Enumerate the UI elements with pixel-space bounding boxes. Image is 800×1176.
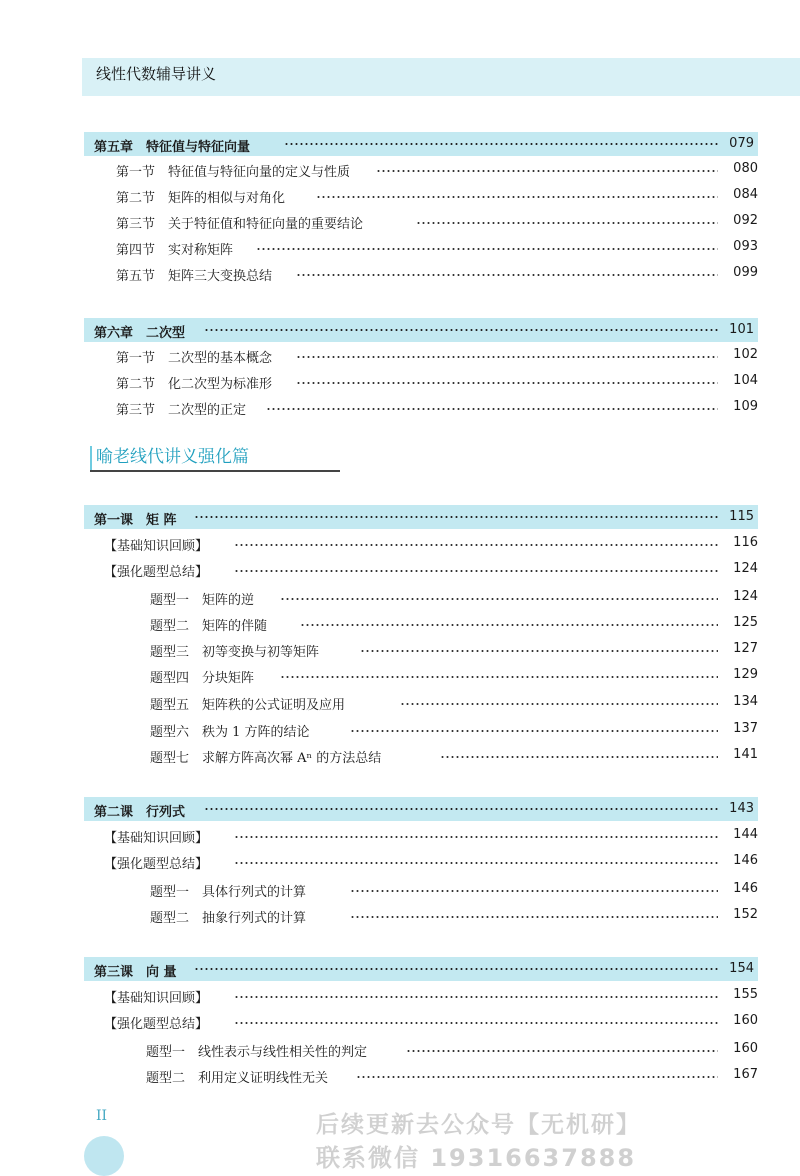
lesson-heading[interactable]: [84, 957, 758, 981]
entry-page: 167: [733, 1067, 758, 1082]
toc-entry[interactable]: [116, 236, 758, 258]
entry-label: 题型一 线性表示与线性相关性的判定: [146, 1041, 373, 1060]
leader-dots: [194, 516, 718, 518]
toc-entry[interactable]: [150, 744, 758, 766]
leader-dots: [204, 329, 718, 331]
entry-label: 【基础知识回顾】: [104, 987, 214, 1006]
entry-page: 102: [733, 347, 758, 362]
entry-label: 【基础知识回顾】: [104, 827, 214, 846]
entry-label: 第二节 矩阵的相似与对角化: [116, 187, 291, 206]
entry-label: 题型二 抽象行列式的计算: [150, 907, 312, 926]
entry-page: 146: [733, 881, 758, 896]
entry-page: 104: [733, 373, 758, 388]
entry-label: 【强化题型总结】: [104, 561, 214, 580]
entry-label: 题型七 求解方阵高次幂 Aⁿ 的方法总结: [150, 747, 387, 766]
entry-page: 137: [733, 721, 758, 736]
watermark-line-2: 联系微信 19316637888: [316, 1144, 637, 1172]
leader-dots: [350, 916, 718, 918]
book-title: 线性代数辅导讲义: [96, 65, 217, 83]
leader-dots: [360, 650, 718, 652]
leader-dots: [204, 808, 718, 810]
leader-dots: [234, 836, 718, 838]
chapter-title: 第六章 二次型: [94, 322, 189, 341]
entry-page: 092: [733, 213, 758, 228]
leader-dots: [296, 274, 718, 276]
chapter-heading[interactable]: [84, 318, 758, 342]
page-number: II: [96, 1108, 108, 1124]
leader-dots: [350, 730, 718, 732]
entry-page: 093: [733, 239, 758, 254]
leader-dots: [400, 703, 718, 705]
entry-page: 084: [733, 187, 758, 202]
section-heading: 喻老线代讲义强化篇: [96, 447, 249, 467]
entry-label: 【强化题型总结】: [104, 853, 214, 872]
watermark-line-1: 后续更新去公众号【无机研】: [316, 1112, 641, 1138]
entry-page: 152: [733, 907, 758, 922]
entry-label: 题型二 矩阵的伴随: [150, 615, 273, 634]
entry-page: 125: [733, 615, 758, 630]
leader-dots: [416, 222, 718, 224]
leader-dots: [284, 143, 718, 145]
toc-entry[interactable]: [150, 904, 758, 926]
toc-entry[interactable]: [146, 1064, 758, 1086]
entry-label: 【强化题型总结】: [104, 1013, 214, 1032]
section-accent: [90, 446, 92, 470]
leader-dots: [194, 968, 718, 970]
lesson-title: 第三课 向 量: [94, 961, 181, 980]
toc-entry[interactable]: [146, 1038, 758, 1060]
entry-page: 080: [733, 161, 758, 176]
toc-entry[interactable]: [104, 824, 758, 846]
toc-entry[interactable]: [104, 532, 758, 554]
entry-label: 第三节 关于特征值和特征向量的重要结论: [116, 213, 369, 232]
chapter-heading[interactable]: [84, 132, 758, 156]
leader-dots: [234, 862, 718, 864]
chapter-page: 101: [729, 322, 754, 337]
leader-dots: [296, 356, 718, 358]
leader-dots: [350, 890, 718, 892]
toc-entry[interactable]: [116, 262, 758, 284]
leader-dots: [234, 996, 718, 998]
lesson-title: 第一课 矩 阵: [94, 509, 181, 528]
leader-dots: [296, 382, 718, 384]
toc-entry[interactable]: [150, 718, 758, 740]
entry-page: 124: [733, 589, 758, 604]
toc-entry[interactable]: [150, 664, 758, 686]
toc-entry[interactable]: [150, 878, 758, 900]
lesson-page: 115: [729, 509, 754, 524]
leader-dots: [280, 598, 718, 600]
entry-label: 【基础知识回顾】: [104, 535, 214, 554]
leader-dots: [316, 196, 718, 198]
leader-dots: [234, 544, 718, 546]
entry-page: 099: [733, 265, 758, 280]
entry-page: 160: [733, 1013, 758, 1028]
toc-entry[interactable]: [116, 370, 758, 392]
entry-page: 127: [733, 641, 758, 656]
lesson-page: 143: [729, 801, 754, 816]
leader-dots: [440, 756, 718, 758]
entry-label: 第一节 特征值与特征向量的定义与性质: [116, 161, 356, 180]
lesson-page: 154: [729, 961, 754, 976]
chapter-page: 079: [729, 136, 754, 151]
corner-decoration: [84, 1136, 124, 1176]
leader-dots: [300, 624, 718, 626]
toc-entry[interactable]: [150, 612, 758, 634]
entry-label: 第四节 实对称矩阵: [116, 239, 239, 258]
toc-entry[interactable]: [116, 344, 758, 366]
entry-page: 129: [733, 667, 758, 682]
toc-entry[interactable]: [116, 210, 758, 232]
entry-label: 题型一 矩阵的逆: [150, 589, 260, 608]
entry-label: 题型一 具体行列式的计算: [150, 881, 312, 900]
entry-label: 题型四 分块矩阵: [150, 667, 260, 686]
leader-dots: [256, 248, 718, 250]
toc-entry[interactable]: [150, 586, 758, 608]
leader-dots: [234, 570, 718, 572]
entry-page: 146: [733, 853, 758, 868]
entry-label: 第二节 化二次型为标准形: [116, 373, 278, 392]
entry-label: 第一节 二次型的基本概念: [116, 347, 278, 366]
entry-label: 题型六 秩为 1 方阵的结论: [150, 721, 316, 740]
section-underline: [90, 470, 340, 472]
entry-label: 题型二 利用定义证明线性无关: [146, 1067, 334, 1086]
toc-entry[interactable]: [150, 638, 758, 660]
leader-dots: [406, 1050, 718, 1052]
entry-label: 题型三 初等变换与初等矩阵: [150, 641, 325, 660]
entry-page: 155: [733, 987, 758, 1002]
entry-label: 题型五 矩阵秩的公式证明及应用: [150, 694, 351, 713]
entry-label: 第五节 矩阵三大变换总结: [116, 265, 278, 284]
toc-entry[interactable]: [116, 158, 758, 180]
leader-dots: [234, 1022, 718, 1024]
entry-label: 第三节 二次型的正定: [116, 399, 252, 418]
entry-page: 144: [733, 827, 758, 842]
leader-dots: [280, 676, 718, 678]
entry-page: 124: [733, 561, 758, 576]
entry-page: 141: [733, 747, 758, 762]
toc-entry[interactable]: [116, 396, 758, 418]
toc-entry[interactable]: [104, 850, 758, 872]
toc-entry[interactable]: [150, 691, 758, 713]
entry-page: 134: [733, 694, 758, 709]
entry-page: 160: [733, 1041, 758, 1056]
entry-page: 109: [733, 399, 758, 414]
leader-dots: [356, 1076, 718, 1078]
toc-entry[interactable]: [116, 184, 758, 206]
lesson-heading[interactable]: [84, 797, 758, 821]
toc-entry[interactable]: [104, 984, 758, 1006]
toc-entry[interactable]: [104, 1010, 758, 1032]
leader-dots: [266, 408, 718, 410]
lesson-heading[interactable]: [84, 505, 758, 529]
lesson-title: 第二课 行列式: [94, 801, 189, 820]
chapter-title: 第五章 特征值与特征向量: [94, 136, 254, 155]
leader-dots: [376, 170, 718, 172]
toc-entry[interactable]: [104, 558, 758, 580]
entry-page: 116: [733, 535, 758, 550]
